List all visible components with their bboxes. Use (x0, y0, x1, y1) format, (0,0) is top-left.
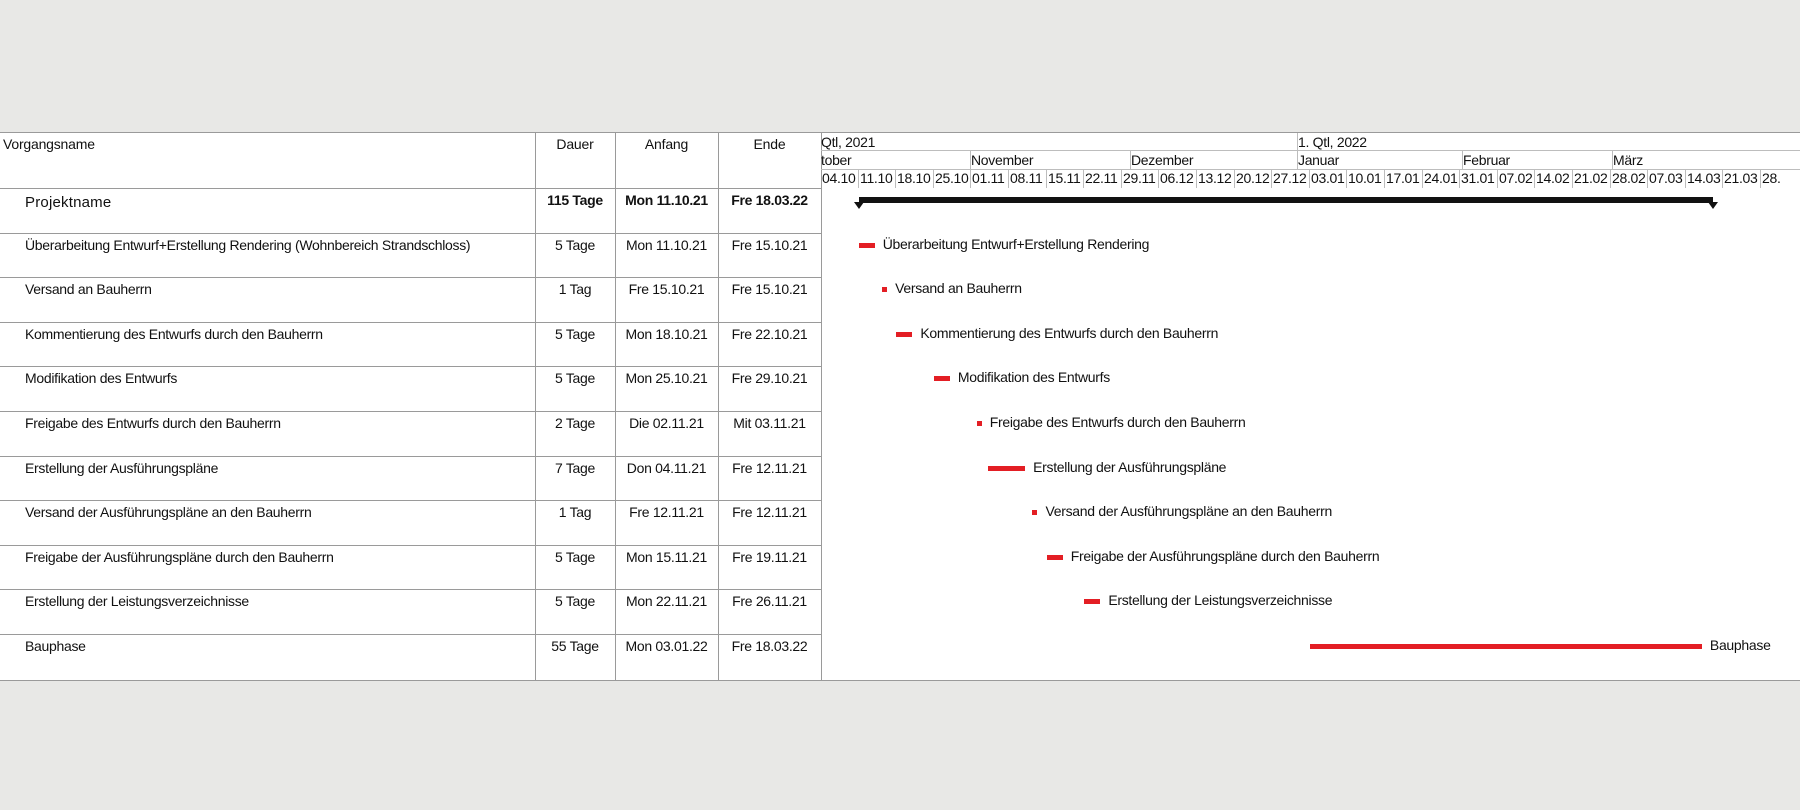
task-end: Fre 12.11.21 (732, 504, 807, 520)
timescale-week: 08.11 (1010, 170, 1043, 186)
gantt-sheet (0, 132, 1800, 681)
task-bar[interactable] (988, 466, 1026, 471)
timescale-week: 29.11 (1123, 170, 1156, 186)
task-end: Fre 15.10.21 (731, 281, 808, 297)
timescale-week: 15.11 (1048, 170, 1081, 186)
task-start: Mon 22.11.21 (626, 593, 707, 609)
header-task-name[interactable]: Vorgangsname (3, 136, 95, 152)
timescale-week: 21.03 (1724, 170, 1758, 186)
task-bar-label: Freigabe des Entwurfs durch den Bauherrn (989, 414, 1246, 430)
task-start: Mon 11.10.21 (625, 192, 708, 208)
timescale-week: 31.01 (1461, 170, 1495, 186)
timescale-week: 14.03 (1687, 170, 1721, 186)
task-bar[interactable] (1084, 599, 1100, 604)
task-end: Fre 26.11.21 (732, 593, 807, 609)
timescale-week: 20.12 (1236, 170, 1270, 186)
task-start: Die 02.11.21 (629, 415, 704, 431)
timescale-week: 27.12 (1273, 170, 1307, 186)
timescale-week: 17.01 (1386, 170, 1420, 186)
summary-bar-end-marker (854, 202, 864, 209)
task-bar-label: Kommentierung des Entwurfs durch den Bauherrn (920, 325, 1219, 341)
timescale-week: 11.10 (860, 170, 893, 186)
task-bar[interactable] (1047, 555, 1063, 560)
task-end: Fre 15.10.21 (731, 237, 808, 253)
timescale-week: 21.02 (1574, 170, 1608, 186)
timescale-week: 18.10 (897, 170, 931, 186)
task-start: Mon 18.10.21 (625, 326, 708, 342)
task-bar-label: Bauphase (1709, 637, 1771, 653)
timescale-week: 06.12 (1160, 170, 1194, 186)
timescale-month: März (1613, 152, 1643, 168)
task-bar-label: Freigabe der Ausführungspläne durch den Bauherrn (1070, 548, 1380, 564)
timescale-week: 22.11 (1085, 170, 1118, 186)
task-duration: 1 Tag (558, 504, 592, 520)
task-name: Bauphase (25, 638, 86, 654)
timescale-month: Februar (1463, 152, 1510, 168)
task-name: Versand an Bauherrn (25, 281, 152, 297)
header-duration[interactable]: Dauer (556, 136, 594, 152)
task-duration: 55 Tage (551, 638, 599, 654)
task-start: Don 04.11.21 (626, 460, 707, 476)
task-bar[interactable] (1310, 644, 1702, 649)
timescale-week: 07.03 (1649, 170, 1683, 186)
task-name: Erstellung der Leistungsverzeichnisse (25, 593, 249, 609)
task-duration: 5 Tage (555, 237, 595, 253)
task-end: Fre 29.10.21 (731, 370, 808, 386)
task-bar-label: Modifikation des Entwurfs (957, 369, 1110, 385)
task-end: Mit 03.11.21 (733, 415, 806, 431)
column-divider (821, 133, 822, 680)
task-name: Projektname (25, 194, 112, 211)
timescale-month: Dezember (1131, 152, 1194, 168)
timescale-week: 03.01 (1311, 170, 1345, 186)
summary-bar[interactable] (859, 197, 1713, 203)
task-name: Erstellung der Ausführungspläne (25, 460, 219, 476)
task-end: Fre 18.03.22 (731, 192, 808, 208)
timescale-week: 04.10 (822, 170, 856, 186)
timescale-week: 10.01 (1348, 170, 1382, 186)
task-name: Freigabe der Ausführungspläne durch den Bauherrn (25, 549, 334, 565)
timescale-month: tober (821, 152, 852, 168)
timescale-week: 24.01 (1424, 170, 1458, 186)
task-start: Mon 25.10.21 (625, 370, 708, 386)
task-end: Fre 19.11.21 (732, 549, 807, 565)
task-name: Kommentierung des Entwurfs durch den Bauherrn (25, 326, 323, 342)
timescale-quarter: Qtl, 2021 (821, 134, 876, 150)
header-end[interactable]: Ende (753, 136, 786, 152)
task-start: Fre 12.11.21 (629, 504, 704, 520)
task-bar-label: Erstellung der Leistungsverzeichnisse (1108, 592, 1333, 608)
timescale-month: Januar (1298, 152, 1340, 168)
timescale-week: 14.02 (1536, 170, 1570, 186)
timescale-week: 28.02 (1612, 170, 1646, 186)
task-duration: 115 Tage (547, 192, 603, 208)
task-bar-label: Überarbeitung Entwurf+Erstellung Rendering (882, 236, 1150, 252)
task-start: Fre 15.10.21 (628, 281, 705, 297)
task-duration: 2 Tage (555, 415, 595, 431)
header-start[interactable]: Anfang (644, 136, 689, 152)
task-bar[interactable] (977, 421, 982, 426)
task-bar[interactable] (896, 332, 912, 337)
timescale-week: 07.02 (1499, 170, 1533, 186)
task-name: Modifikation des Entwurfs (25, 370, 178, 386)
timescale-week: 13.12 (1198, 170, 1232, 186)
task-bar-label: Versand der Ausführungspläne an den Bauherrn (1045, 503, 1332, 519)
task-bar[interactable] (1032, 510, 1037, 515)
task-bar-label: Erstellung der Ausführungspläne (1033, 459, 1227, 475)
task-end: Fre 22.10.21 (731, 326, 808, 342)
task-start: Mon 11.10.21 (626, 237, 707, 253)
task-name: Versand der Ausführungspläne an den Bauherrn (25, 504, 312, 520)
timescale-quarter: 1. Qtl, 2022 (1298, 134, 1367, 150)
task-end: Fre 12.11.21 (732, 460, 807, 476)
task-bar-label: Versand an Bauherrn (895, 280, 1022, 296)
task-duration: 5 Tage (555, 593, 595, 609)
timescale-week: 25.10 (935, 170, 969, 186)
task-duration: 1 Tag (558, 281, 592, 297)
task-duration: 5 Tage (555, 549, 595, 565)
timescale-week: 01.11 (972, 170, 1005, 186)
task-name: Freigabe des Entwurfs durch den Bauherrn (25, 415, 281, 431)
task-bar[interactable] (882, 287, 887, 292)
task-bar[interactable] (934, 376, 950, 381)
summary-bar-end-marker (1708, 202, 1718, 209)
task-duration: 7 Tage (555, 460, 595, 476)
task-start: Mon 15.11.21 (626, 549, 707, 565)
timescale-month: November (971, 152, 1034, 168)
task-name: Überarbeitung Entwurf+Erstellung Rendering (Wohnbereich Strandschloss) (25, 237, 471, 253)
task-duration: 5 Tage (555, 326, 595, 342)
timescale-week: 28. (1762, 170, 1781, 186)
task-start: Mon 03.01.22 (625, 638, 708, 654)
task-duration: 5 Tage (555, 370, 595, 386)
task-bar[interactable] (859, 243, 875, 248)
task-end: Fre 18.03.22 (731, 638, 808, 654)
